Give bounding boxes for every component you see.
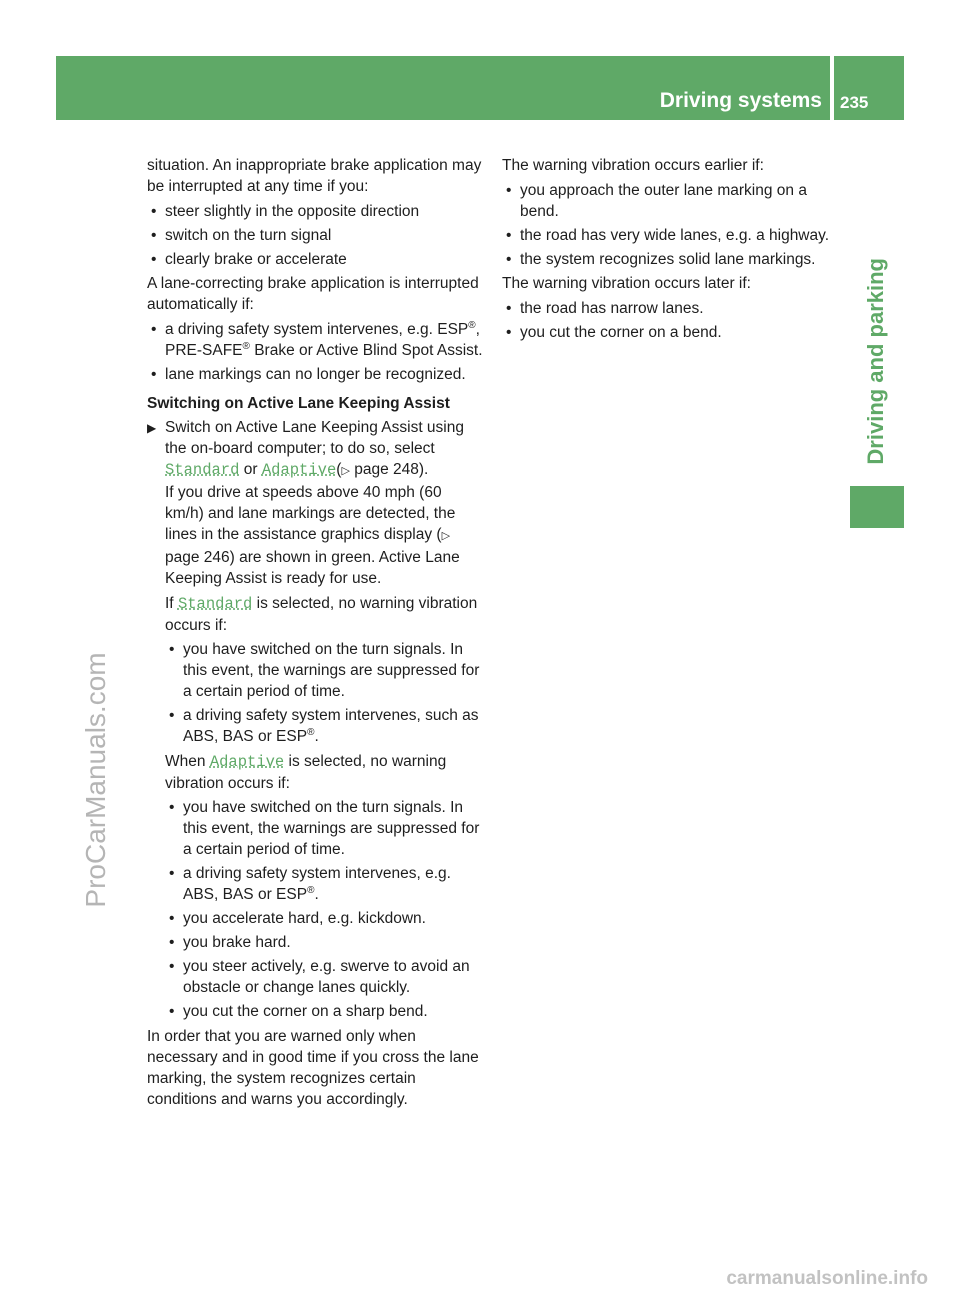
page-reference[interactable]: page 246) are shown in green. Active Lane Keeping Assist is ready for use. (165, 549, 460, 587)
list-item: • you cut the corner on a sharp bend. (165, 1001, 483, 1022)
list-item: • the road has narrow lanes. (502, 298, 837, 319)
list-item: • you have switched on the turn signals. In this event, the warnings are suppressed for a certain period of time. (165, 797, 483, 860)
instruction-step: ▶ Switch on Active Lane Keeping Assist using the on-board computer; to do so, select Standard or Adaptive(▷ page 248). If you drive at speeds above 40 mph (60 km/h) and lane markings are detected, the lines in the assistance graphics display (▷ page 246) are shown in green. Active Lane Keeping Assist is ready for use. (147, 419, 464, 587)
right-column (502, 155, 837, 346)
display-option-adaptive: Adaptive (261, 461, 337, 479)
list-item: • you accelerate hard, e.g. kickdown. (165, 908, 483, 929)
list-item: • you approach the outer lane marking on a bend. (502, 180, 837, 222)
step-arrow-icon: ▶ (147, 421, 157, 435)
list-item: • lane markings can no longer be recognized. (147, 364, 483, 385)
standard-block: If Standard is selected, no warning vibration occurs if: • you have switched on the turn signals. In this event, the warnings are suppressed for a certain period of time. • a driving safety system intervenes, such as ABS, BAS or ESP®. When Adaptive is selected, no warning vibration occurs if: • you have switched on the turn signals. In this event, the warnings are suppressed for a certain period of time. • a driving safety system intervenes, e.g. ABS, BAS or ESP®. • you accelerate hard, e.g. kickdown. • you brake hard. • you steer actively, e.g. swerve to avoid an obstacle or change lanes quickly. • you cut the corner on a sharp bend. (147, 593, 483, 1022)
display-option-adaptive: Adaptive (209, 753, 285, 771)
chapter-tab-marker (850, 486, 904, 528)
list-item: • you brake hard. (165, 932, 483, 953)
list-item: • a driving safety system intervenes, e.g. ESP®, PRE-SAFE® Brake or Active Blind Spot Assist. (147, 319, 483, 361)
page-ref-icon: ▷ (441, 530, 451, 542)
list-item: • you have switched on the turn signals. In this event, the warnings are suppressed for a certain period of time. (165, 639, 483, 702)
paragraph: situation. An inappropriate brake application may be interrupted at any time if you: (147, 157, 482, 195)
paragraph: The warning vibration occurs later if: (502, 275, 751, 292)
section-title: Driving systems (659, 89, 822, 112)
list-item: • switch on the turn signal (147, 225, 483, 246)
list-item: • you steer actively, e.g. swerve to avoid an obstacle or change lanes quickly. (165, 956, 483, 998)
paragraph: In order that you are warned only when necessary and in good time if you cross the lane marking, the system recognizes certain conditions and warns you accordingly. (147, 1028, 479, 1108)
list-item: • a driving safety system intervenes, e.g. ABS, BAS or ESP®. (165, 863, 483, 905)
list-item: • you cut the corner on a bend. (502, 322, 837, 343)
list-item: • the road has very wide lanes, e.g. a highway. (502, 225, 837, 246)
page-ref-icon: ▷ (341, 465, 350, 477)
list-item: • the system recognizes solid lane markings. (502, 249, 837, 270)
left-column (147, 155, 483, 1114)
display-option-standard: Standard (177, 595, 253, 613)
footer-watermark: carmanualsonline.info (726, 1268, 928, 1289)
display-option-standard: Standard (165, 461, 240, 479)
list-item: • steer slightly in the opposite direction (147, 201, 483, 222)
paragraph: The warning vibration occurs earlier if: (502, 157, 764, 174)
list-item: • clearly brake or accelerate (147, 249, 483, 270)
section-heading: Switching on Active Lane Keeping Assist (147, 395, 450, 412)
page-reference[interactable]: page 248). (354, 461, 429, 478)
paragraph: A lane-correcting brake application is interrupted automatically if: (147, 275, 479, 313)
page-number: 235 (840, 93, 869, 112)
list-item: • a driving safety system intervenes, such as ABS, BAS or ESP®. (165, 705, 483, 747)
